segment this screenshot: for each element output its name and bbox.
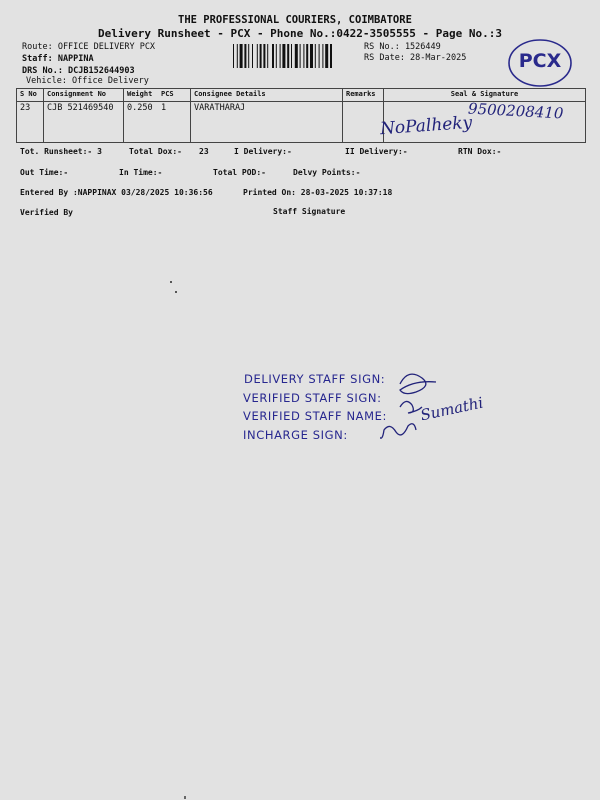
col-header-seal: Seal & Signature xyxy=(384,89,586,102)
staff-text: Staff: NAPPINA xyxy=(22,54,94,64)
signature-scribbles xyxy=(380,364,600,454)
col-header-weight: Weight xyxy=(124,89,159,102)
total-dox-label: Total Dox:- xyxy=(129,147,182,156)
in-time: In Time:- xyxy=(119,168,163,177)
vehicle-text: Vehicle: Office Delivery xyxy=(26,76,149,86)
verified-staff-sign: VERIFIED STAFF SIGN: xyxy=(243,391,382,405)
scan-speck xyxy=(175,291,177,293)
drs-number: DRS No.: DCJB152644903 xyxy=(22,66,135,76)
delvy-points: Delvy Points:- xyxy=(293,168,361,177)
runsheet-title: Delivery Runsheet - PCX - Phone No.:0422-3505555 - Page No.:3 xyxy=(98,27,502,40)
cell-sno: 23 xyxy=(17,102,44,143)
ii-delivery: II Delivery:- xyxy=(345,147,408,156)
incharge-sign: INCHARGE SIGN: xyxy=(243,428,348,442)
cell-remarks xyxy=(343,102,384,143)
table-header-row xyxy=(17,89,586,102)
col-header-pcs: PCS xyxy=(158,89,191,102)
handwritten-signature: NoPalheky xyxy=(379,112,473,140)
col-header-sno: S No xyxy=(17,89,44,102)
cell-consignee: VARATHARAJ xyxy=(191,102,343,143)
col-header-consignment: Consignment No xyxy=(44,89,124,102)
verified-by: Verified By xyxy=(20,208,73,217)
staff-signature-label: Staff Signature xyxy=(273,207,346,216)
pcx-stamp xyxy=(507,38,573,88)
col-header-consignee: Consignee Details xyxy=(191,89,343,102)
handwritten-name: Sumathi xyxy=(418,393,485,425)
cell-pcs: 1 xyxy=(158,102,191,143)
cell-consignment: CJB 521469540 xyxy=(44,102,124,143)
barcode-icon xyxy=(233,44,357,68)
rtn-dox: RTN Dox:- xyxy=(458,147,502,156)
out-time: Out Time:- xyxy=(20,168,69,177)
total-runsheet: Tot. Runsheet:- 3 xyxy=(20,147,102,156)
scan-speck xyxy=(170,281,172,283)
i-delivery: I Delivery:- xyxy=(234,147,292,156)
total-pod: Total POD:- xyxy=(213,168,266,177)
handwritten-phone: 9500208410 xyxy=(467,99,564,123)
total-dox-value: 23 xyxy=(199,147,209,156)
scan-speck xyxy=(184,796,186,799)
entered-by: Entered By :NAPPINAX 03/28/2025 10:36:56 xyxy=(20,188,213,197)
verified-staff-name: VERIFIED STAFF NAME: xyxy=(243,409,388,423)
cell-weight: 0.250 xyxy=(124,102,159,143)
col-header-remarks: Remarks xyxy=(343,89,384,102)
rs-date: RS Date: 28-Mar-2025 xyxy=(364,53,467,63)
delivery-staff-sign: DELIVERY STAFF SIGN: xyxy=(244,372,386,386)
route-text: Route: OFFICE DELIVERY PCX xyxy=(22,42,156,52)
stamp-label: PCX xyxy=(518,50,562,72)
company-name: THE PROFESSIONAL COURIERS, COIMBATORE xyxy=(178,14,412,26)
rs-number: RS No.: 1526449 xyxy=(364,42,441,52)
printed-on: Printed On: 28-03-2025 10:37:18 xyxy=(243,188,393,197)
